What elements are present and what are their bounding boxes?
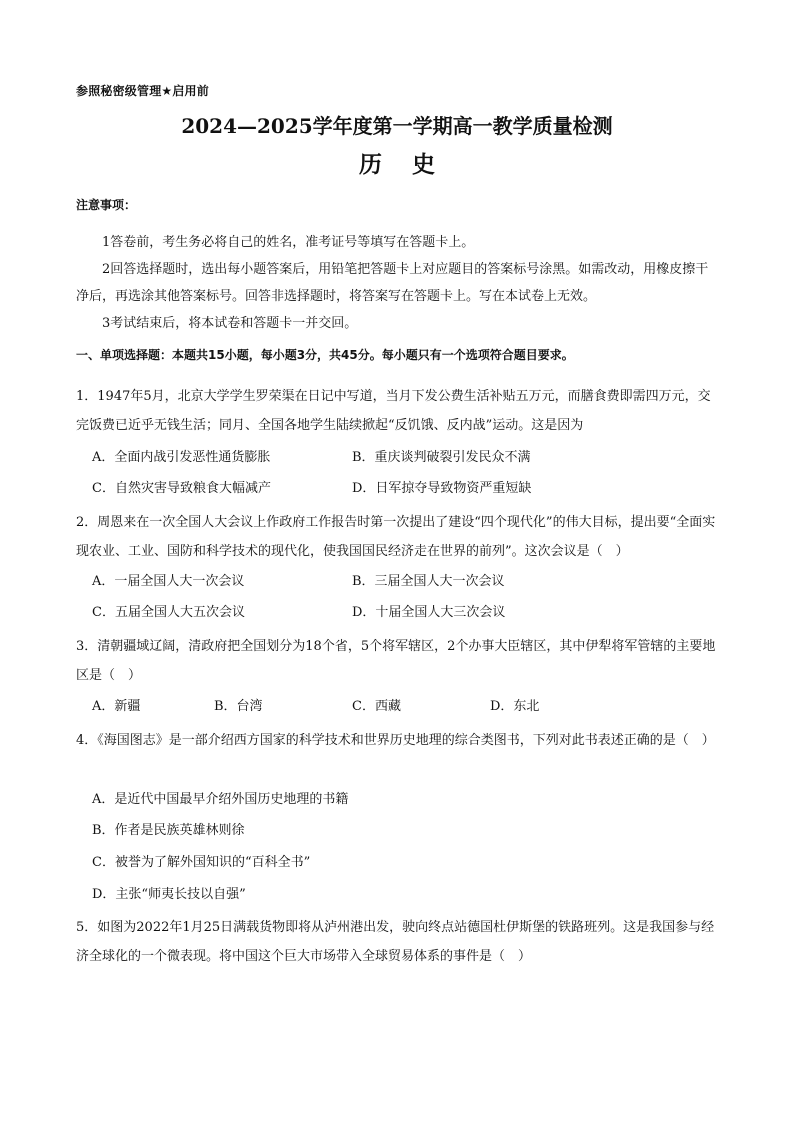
question-3-option-b: B．台湾 xyxy=(214,699,263,714)
notice-item-2: 2回答选择题时，选出每小题答案后，用铅笔把答题卡上对应题目的答案标号涂黑。如需改动，用橡皮擦干净后，再选涂其他答案标号。回答非选择题时，将答案写在答题卡上。写在本试卷上无效。 xyxy=(76,262,709,304)
section-heading: 一、单项选择题：本题共15小题，每小题3分，共45分。每小题只有一个选项符合题目要求。 xyxy=(76,348,574,362)
question-3-stem: 3．清朝疆域辽阔，清政府把全国划分为18个省，5个将军辖区，2个办事大臣辖区，其中伊犁将军管辖的主要地区是（ ） xyxy=(76,639,716,683)
notice-item-1: 1答卷前，考生务必将自己的姓名，准考证号等填写在答题卡上。 xyxy=(102,235,475,250)
question-2-stem: 2．周恩来在一次全国人大会议上作政府工作报告时第一次提出了建设“四个现代化”的伟大目标，提出要“全面实现农业、工业、国防和科学技术的现代化，使我国国民经济走在世界的前列”。这次会议是（ ） xyxy=(76,515,716,559)
question-3-option-d: D．东北 xyxy=(490,699,540,714)
question-4-option-a: A．是近代中国最早介绍外国历史地理的书籍 xyxy=(92,792,349,807)
question-1-option-c: C．自然灾害导致粮食大幅减产 xyxy=(92,481,271,496)
question-3-option-c: C．西藏 xyxy=(352,699,401,714)
question-3-option-a: A．新疆 xyxy=(92,699,141,714)
question-2-option-b: B．三届全国人大一次会议 xyxy=(352,574,505,589)
question-2-option-a: A．一届全国人大一次会议 xyxy=(92,574,245,589)
question-1-option-d: D．日军掠夺导致物资严重短缺 xyxy=(352,481,532,496)
question-1-option-a: A．全面内战引发恶性通货膨胀 xyxy=(92,450,271,465)
question-1-stem: 1．1947年5月，北京大学学生罗荣渠在日记中写道，当月下发公费生活补贴五万元，而膳食费即需四万元，交完饭费已近乎无钱生活；同月、全国各地学生陆续掀起“反饥饿、反内战”运动。这是因为 xyxy=(76,389,711,433)
question-2-option-d: D．十届全国人大三次会议 xyxy=(352,605,506,620)
question-5-stem: 5．如图为2022年1月25日满载货物即将从泸州港出发，驶向终点站德国杜伊斯堡的铁路班列。这是我国参与经济全球化的一个微表现。将中国这个巨大市场带入全球贸易体系的事件是（ ） xyxy=(76,920,715,964)
subject-title: 历史 xyxy=(359,151,465,178)
notice-item-3: 3考试结束后，将本试卷和答题卡一并交回。 xyxy=(102,316,358,331)
question-4-option-b: B．作者是民族英雄林则徐 xyxy=(92,823,245,838)
question-4-option-c: C．被誉为了解外国知识的“百科全书” xyxy=(92,855,311,870)
question-4-option-d: D．主张“师夷长技以自强” xyxy=(92,887,246,902)
exam-title: 2024—2025学年度第一学期高一教学质量检测 xyxy=(181,114,613,138)
question-4-stem: 4．《海国图志》是一部介绍西方国家的科学技术和世界历史地理的综合类图书，下列对此书表述正确的是（ ） xyxy=(76,733,715,748)
secrecy-label: 参照秘密级管理★启用前 xyxy=(76,84,209,98)
question-1-option-b: B．重庆谈判破裂引发民众不满 xyxy=(352,450,531,465)
question-2-option-c: C．五届全国人大五次会议 xyxy=(92,605,245,620)
notice-heading: 注意事项： xyxy=(76,198,137,212)
